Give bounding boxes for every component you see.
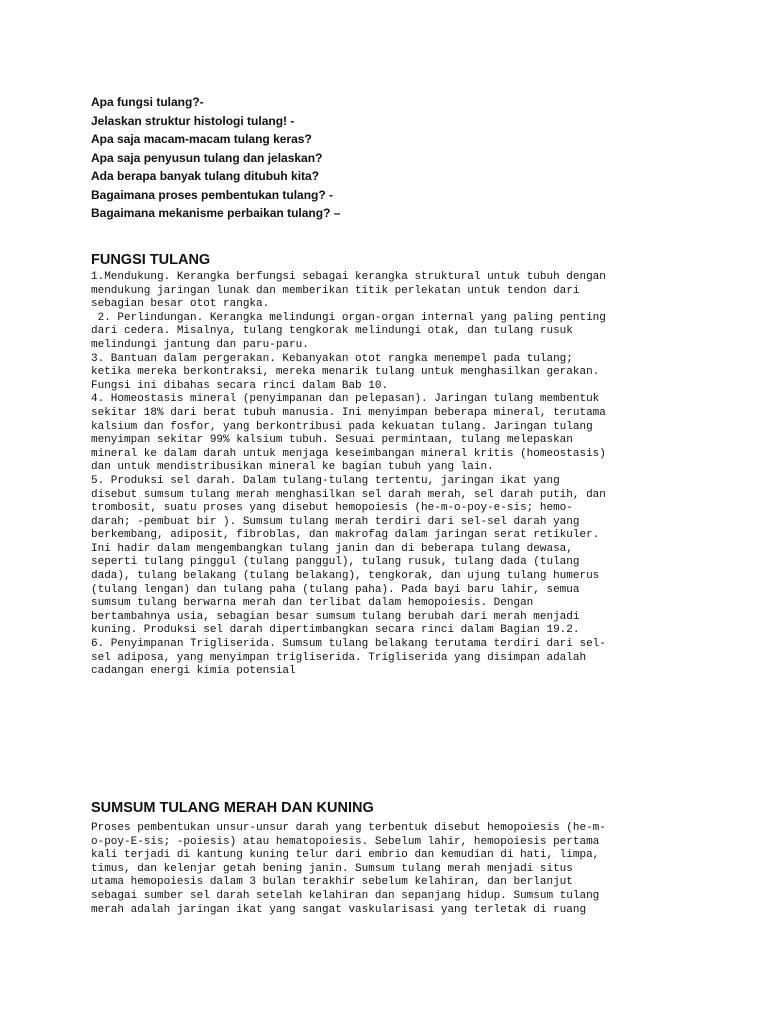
body-line: dari cedera. Misalnya, tulang tengkorak melindungi otak, dan tulang rusuk bbox=[91, 325, 573, 338]
question-list bbox=[91, 93, 691, 223]
question-item: Apa saja penyusun tulang dan jelaskan? bbox=[91, 150, 323, 165]
body-line: sel adiposa, yang menyimpan trigliserida. Trigliserida yang disimpan adalah bbox=[91, 651, 587, 664]
body-line: bertambahnya usia, sebagian besar sumsum tulang berubah dari merah menjadi bbox=[91, 610, 580, 623]
body-line: menyimpan sekitar 99% kalsium tubuh. Sesuai permintaan, tulang melepaskan bbox=[91, 434, 573, 447]
body-line: sumsum tulang berwarna merah dan terlibat dalam hemopoiesis. Dengan bbox=[91, 597, 534, 610]
body-line: mendukung jaringan lunak dan memberikan titik perlekatan untuk tendon dari bbox=[91, 284, 580, 297]
body-line: cadangan energi kimia potensial bbox=[91, 665, 296, 678]
body-line: darah; -pembuat bir ). Sumsum tulang merah terdiri dari sel-sel darah yang bbox=[91, 515, 580, 528]
body-line: trombosit, suatu proses yang disebut hemopoiesis (he-m-o-poy-e-sis; hemo- bbox=[91, 502, 573, 515]
question-item: Bagaimana mekanisme perbaikan tulang? – bbox=[91, 206, 341, 220]
body-line: (tulang lengan) dan tulang paha (tulang paha). Pada bayi baru lahir, semua bbox=[91, 583, 580, 596]
body-line: merah adalah jaringan ikat yang sangat vaskularisasi yang terletak di ruang bbox=[91, 903, 587, 916]
body-line: kalsium dan fosfor, yang berkontribusi pada kekuatan tulang. Jaringan tulang bbox=[91, 420, 593, 433]
body-line: 1.Mendukung. Kerangka berfungsi sebagai kerangka struktural untuk tubuh dengan bbox=[91, 271, 606, 283]
question-item: Ada berapa banyak tulang ditubuh kita? bbox=[91, 169, 320, 183]
body-line: ketika mereka berkontraksi, mereka menarik tulang untuk menghasilkan gerakan. bbox=[91, 366, 600, 379]
body-line: 5. Produksi sel darah. Dalam tulang-tulang tertentu, jaringan ikat yang bbox=[91, 474, 560, 487]
body-line: sebagian besar otot rangka. bbox=[91, 298, 270, 311]
body-line: kali terjadi di kantung kuning telur dari embrio dan kemudian di hati, limpa, bbox=[91, 849, 600, 862]
body-line: dan untuk mendistribusikan mineral ke bagian tubuh yang lain. bbox=[91, 461, 494, 474]
question-item: Jelaskan struktur histologi tulang! - bbox=[91, 113, 295, 128]
section-body-fungsi-tulang bbox=[91, 271, 691, 679]
body-line: 4. Homeostasis mineral (penyimpanan dan pelepasan). Jaringan tulang membentuk bbox=[91, 393, 600, 406]
body-line: dada), tulang belakang (tulang belakang), tengkorak, dan ujung tulang humerus bbox=[91, 570, 600, 583]
body-line: Ini hadir dalam mengembangkan tulang janin dan di beberapa tulang dewasa, bbox=[91, 542, 573, 555]
question-item: Bagaimana proses pembentukan tulang? - bbox=[91, 187, 334, 202]
body-line: Fungsi ini dibahas secara rinci dalam Bab 10. bbox=[91, 379, 389, 392]
body-line: 6. Penyimpanan Trigliserida. Sumsum tulang belakang terutama terdiri dari sel- bbox=[91, 638, 606, 651]
body-line: berkembang, adiposit, fibroblas, dan makrofag dalam jaringan serat retikuler. bbox=[91, 529, 600, 542]
section-heading-fungsi-tulang: FUNGSI TULANG bbox=[91, 252, 211, 268]
body-line: timus, dan kelenjar getah bening janin. Sumsum tulang merah menjadi situs bbox=[91, 862, 573, 875]
body-line: sekitar 18% dari berat tubuh manusia. Ini menyimpan beberapa mineral, terutama bbox=[91, 406, 606, 419]
body-line: mineral ke dalam darah untuk menjaga keseimbangan mineral kritis (homeostasis) bbox=[91, 447, 606, 460]
body-line: disebut sumsum tulang merah menghasilkan sel darah merah, sel darah putih, dan bbox=[91, 488, 606, 501]
body-line: utama hemopoiesis dalam 3 bulan terakhir sebelum kelahiran, dan berlanjut bbox=[91, 876, 573, 889]
body-line: seperti tulang pinggul (tulang panggul), tulang rusuk, tulang dada (tulang bbox=[91, 556, 580, 569]
body-line: o-poy-E-sis; -poiesis) atau hematopoiesis. Sebelum lahir, hemopoiesis pertama bbox=[91, 835, 600, 848]
body-line: sebagai sumber sel darah setelah kelahiran dan sepanjang hidup. Sumsum tulang bbox=[91, 889, 600, 902]
body-line: Proses pembentukan unsur-unsur darah yang terbentuk disebut hemopoiesis (he-m- bbox=[91, 822, 606, 834]
body-line: kuning. Produksi sel darah dipertimbangkan secara rinci dalam Bagian 19.2. bbox=[91, 624, 580, 637]
section-heading-sumsum-tulang: SUMSUM TULANG MERAH DAN KUNING bbox=[91, 800, 374, 816]
body-line: 3. Bantuan dalam pergerakan. Kebanyakan otot rangka menempel pada tulang; bbox=[91, 352, 573, 365]
body-line: 2. Perlindungan. Kerangka melindungi organ-organ internal yang paling penting bbox=[91, 311, 606, 324]
question-item: Apa fungsi tulang?- bbox=[91, 95, 204, 109]
question-item: Apa saja macam-macam tulang keras? bbox=[91, 132, 312, 146]
body-line: melindungi jantung dan paru-paru. bbox=[91, 338, 309, 351]
section-body-sumsum-tulang bbox=[91, 822, 691, 917]
